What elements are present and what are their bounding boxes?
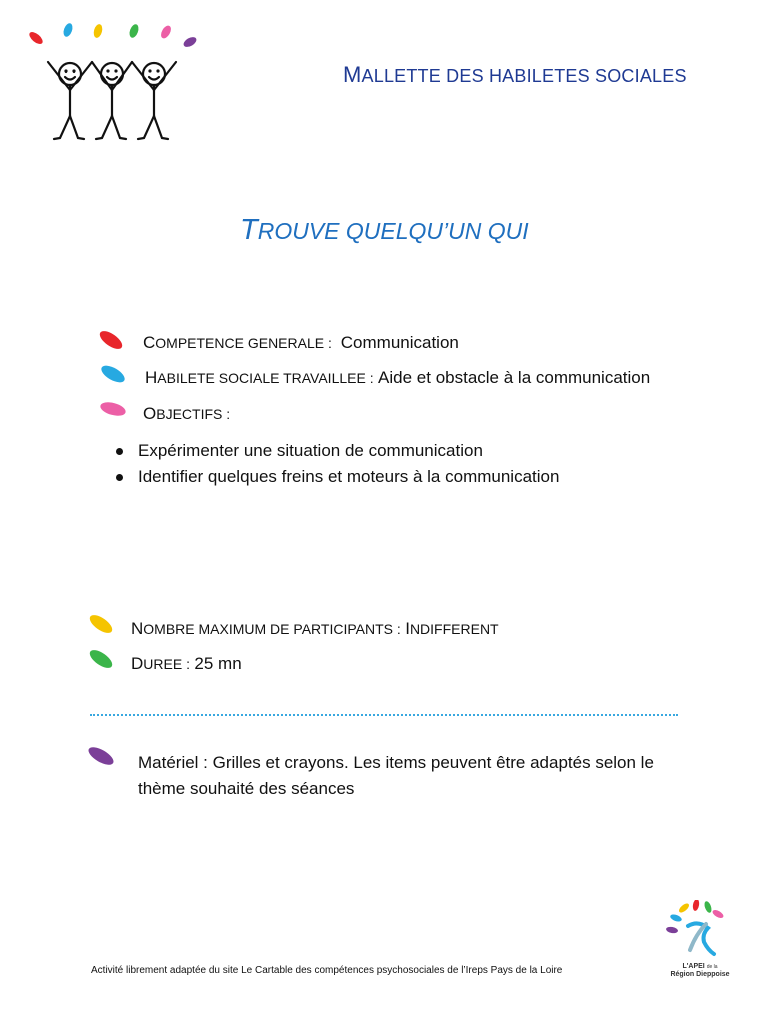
- competence-label-rest: OMPETENCE GENERALE :: [155, 335, 332, 351]
- habilete-label-initial: H: [145, 368, 158, 387]
- bullet-icon: [116, 448, 123, 455]
- page-title: [240, 214, 529, 247]
- footer-credit: Activité librement adaptée du site Le Cartable des compétences psychosociales de l’Ireps Pays de la Loire: [91, 965, 563, 976]
- objectives-list: [112, 438, 559, 490]
- objectifs-row: [143, 404, 230, 424]
- participants-value-initial: I: [405, 619, 410, 638]
- blue-feather-icon: [96, 362, 130, 386]
- green-feather-icon: [84, 647, 118, 671]
- objective-text: Identifier quelques freins et moteurs à la communication: [138, 467, 560, 486]
- duree-value: 25 mn: [194, 654, 242, 673]
- habilete-label-rest: ABILETE SOCIALE TRAVAILLEE :: [157, 370, 374, 386]
- dotted-divider: [90, 714, 678, 716]
- competence-row: [143, 333, 459, 353]
- list-item: [112, 464, 559, 490]
- objectifs-label: [143, 406, 230, 422]
- purple-feather-icon: [84, 744, 118, 768]
- habilete-row: [145, 368, 650, 388]
- apei-logo-icon: [660, 900, 740, 958]
- red-feather-icon: [94, 328, 128, 352]
- objectifs-label-initial: O: [143, 404, 157, 423]
- duree-label-initial: D: [131, 654, 144, 673]
- habilete-label: [145, 370, 374, 386]
- duree-label-rest: UREE :: [143, 656, 190, 672]
- apei-logo: [660, 900, 740, 984]
- pink-feather-icon: [96, 397, 130, 421]
- habilete-value: Aide et obstacle à la communication: [378, 368, 651, 387]
- objective-text: Expérimenter une situation de communication: [138, 441, 483, 460]
- competence-label-initial: C: [143, 333, 156, 352]
- yellow-feather-icon: [84, 612, 118, 636]
- competence-label: [143, 335, 332, 351]
- stick-figures-logo: [22, 18, 202, 148]
- participants-value: [405, 621, 498, 637]
- participants-row: [131, 619, 499, 639]
- material-text: Matériel : Grilles et crayons. Les items peuvent être adaptés selon le thème souhaité des séances: [138, 753, 654, 798]
- apei-logo-line2: Région Dieppoise: [670, 971, 730, 978]
- apei-logo-text: [660, 963, 740, 979]
- participants-value-rest: NDIFFERENT: [409, 621, 499, 637]
- duree-label: [131, 656, 190, 672]
- duree-row: [131, 654, 242, 674]
- apei-logo-line1: L'APEI: [682, 963, 705, 970]
- header-title: [343, 62, 687, 88]
- apei-logo-small: de la: [706, 964, 718, 970]
- competence-value: Communication: [340, 333, 459, 352]
- header-title-rest: ALLETTE DES HABILETES SOCIALES: [361, 66, 687, 86]
- participants-label-rest: OMBRE MAXIMUM DE PARTICIPANTS :: [143, 621, 401, 637]
- page-title-initial: T: [240, 214, 258, 246]
- bullet-icon: [116, 474, 123, 481]
- objectifs-label-rest: BJECTIFS :: [156, 406, 231, 422]
- page-title-rest: ROUVE QUELQU’UN QUI: [257, 218, 529, 244]
- list-item: [112, 438, 559, 464]
- participants-label: [131, 621, 401, 637]
- participants-label-initial: N: [131, 619, 144, 638]
- header-title-initial: M: [343, 62, 362, 87]
